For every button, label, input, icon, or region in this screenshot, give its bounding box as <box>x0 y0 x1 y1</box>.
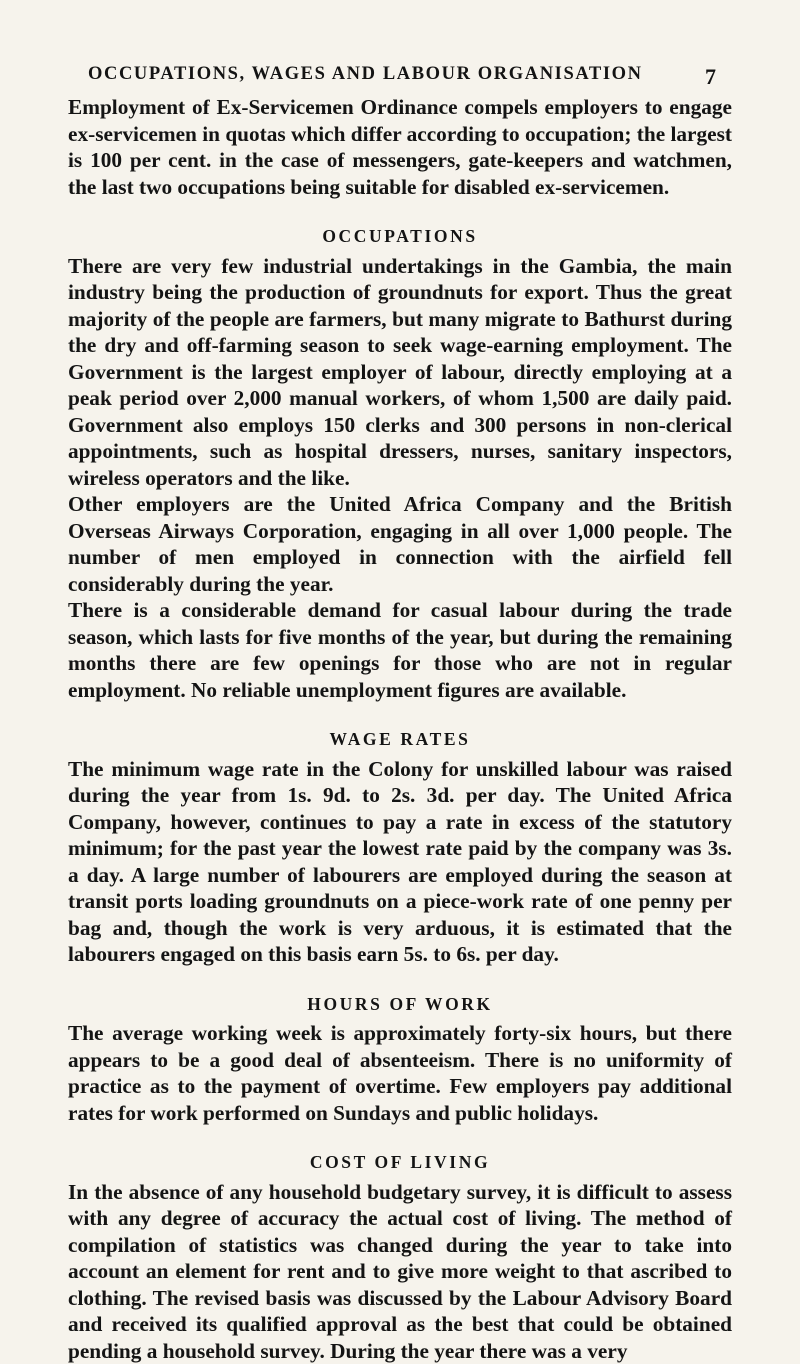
intro-paragraph: Employment of Ex-Servicemen Ordinance compels employers to engage ex-servicemen in quotas which differ according to occupation; the largest is 100 per cent. in the case of messengers, gate-keepers and watchmen, the last two occupations being suitable for disabled ex-servicemen. <box>68 94 732 200</box>
occupations-paragraph-3: There is a considerable demand for casual labour during the trade season, which lasts for five months of the year, but during the remaining months there are few openings for those who are not in regular employment. No reliable unemployment figures are available. <box>68 597 732 703</box>
section-heading-wage-rates: WAGE RATES <box>68 726 732 753</box>
section-heading-occupations: OCCUPATIONS <box>68 223 732 250</box>
page-body <box>68 94 732 1364</box>
cost-of-living-paragraph: In the absence of any household budgetary survey, it is difficult to assess with any degree of accuracy the actual cost of living. The method of compilation of statistics was changed during the year to take into account an element for rent and to give more weight to that ascribed to clothing. The revised basis was discussed by the Labour Advisory Board and received its qualified approval as the best that could be obtained pending a household survey. During the year there was a very <box>68 1179 732 1364</box>
wage-rates-paragraph: The minimum wage rate in the Colony for unskilled labour was raised during the year from 1s. 9d. to 2s. 3d. per day. The United Africa Company, however, continues to pay a rate in excess of the statutory minimum; for the past year the lowest rate paid by the company was 3s. a day. A large number of labourers are employed during the season at transit ports loading groundnuts on a piece-work rate of one penny per bag and, though the work is very arduous, it is estimated that the labourers engaged on this basis earn 5s. to 6s. per day. <box>68 756 732 968</box>
section-heading-cost-of-living: COST OF LIVING <box>68 1149 732 1176</box>
occupations-paragraph-1: There are very few industrial undertakings in the Gambia, the main industry being the production of groundnuts for export. Thus the great majority of the people are farmers, but many migrate to Bathurst during the dry and off-farming season to seek wage-earning employment. The Government is the largest employer of labour, directly employing at a peak period over 2,000 manual workers, of whom 1,500 are daily paid. Government also employs 150 clerks and 300 persons in non-clerical appointments, such as hospital dressers, nurses, sanitary inspectors, wireless operators and the like. <box>68 253 732 492</box>
section-heading-hours-of-work: HOURS OF WORK <box>68 991 732 1018</box>
occupations-paragraph-2: Other employers are the United Africa Company and the British Overseas Airways Corporation, engaging in all over 1,000 people. The number of men employed in connection with the airfield fell considerably during the year. <box>68 491 732 597</box>
running-header-title: OCCUPATIONS, WAGES AND LABOUR ORGANISATION <box>88 64 643 84</box>
hours-of-work-paragraph: The average working week is approximately forty-six hours, but there appears to be a good deal of absenteeism. There is no uniformity of practice as to the payment of overtime. Few employers pay additional rates for work performed on Sundays and public holidays. <box>68 1020 732 1126</box>
running-header <box>88 64 716 85</box>
page-number: 7 <box>705 64 716 90</box>
